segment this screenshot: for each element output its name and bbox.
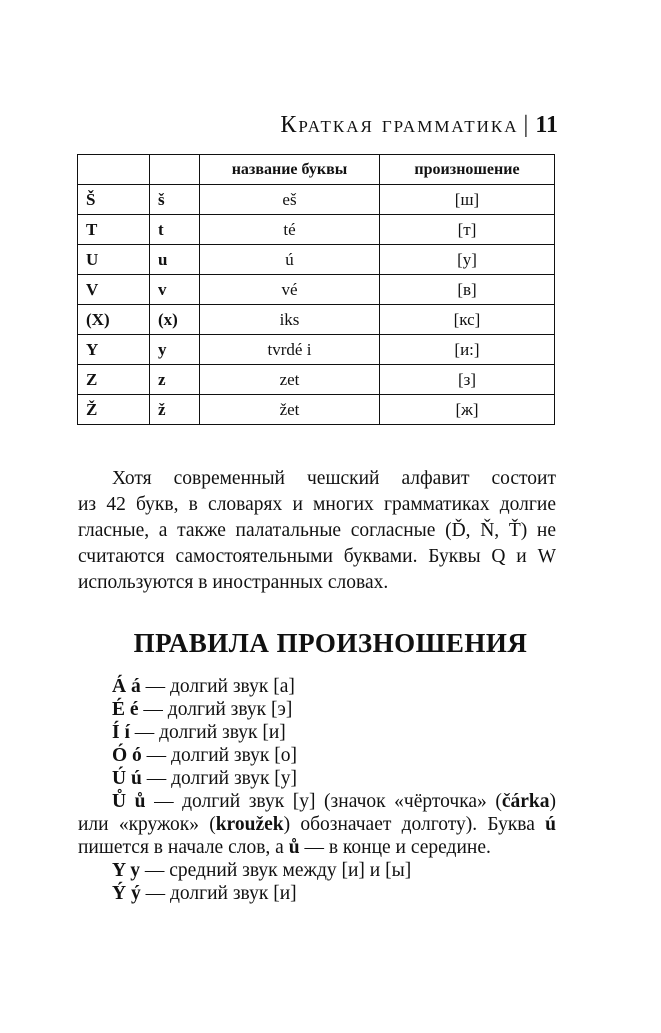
pronunciation: [т] (380, 215, 555, 245)
letter-name: zet (200, 365, 380, 395)
rule-item (78, 721, 556, 744)
rule-letter: Ó ó (112, 745, 142, 766)
rule-letter: Y y (112, 860, 140, 881)
lowercase-letter: t (150, 215, 200, 245)
table-row (78, 275, 555, 305)
uppercase-letter: Ž (78, 395, 150, 425)
table-header-row (78, 155, 555, 185)
header-cell-upper (78, 155, 150, 185)
table-row (78, 395, 555, 425)
pronunciation: [в] (380, 275, 555, 305)
uppercase-letter: V (78, 275, 150, 305)
rule-text: — долгий звук [у] (значок «чёрточка» ( (145, 791, 502, 812)
rule-letter: Á á (112, 676, 141, 697)
term-carka: čárka (501, 791, 550, 812)
pronunciation-rules (78, 675, 556, 905)
rule-text: — средний звук между [и] и [ы] (139, 860, 412, 881)
rule-letter: Ú ú (112, 768, 142, 789)
paragraph-line: Хотя современный чешский алфавит состоит (112, 468, 556, 489)
rule-text: — в конце и середине. (299, 837, 491, 858)
lowercase-letter: v (150, 275, 200, 305)
rule-item (78, 744, 556, 767)
rule-letter: Ý ý (112, 883, 141, 904)
rule-text: — долгий звук [у] (141, 768, 298, 789)
table-row (78, 365, 555, 395)
lowercase-letter: z (150, 365, 200, 395)
rule-text: — долгий звук [а] (140, 676, 295, 697)
letter-name: tvrdé i (200, 335, 380, 365)
alphabet-table (77, 154, 555, 425)
uppercase-letter: T (78, 215, 150, 245)
paragraph-line: используются в иностранных словах. (78, 572, 389, 593)
table-row (78, 245, 555, 275)
header-cell-name: название буквы (200, 155, 380, 185)
letter-name: ú (200, 245, 380, 275)
pronunciation: [з] (380, 365, 555, 395)
rule-letter: Ů ů (112, 791, 146, 812)
rule-text: — долгий звук [и] (140, 883, 297, 904)
uppercase-letter: U (78, 245, 150, 275)
rule-text: — долгий звук [о] (141, 745, 298, 766)
header-cell-lower (150, 155, 200, 185)
rule-item (78, 698, 556, 721)
lowercase-letter: u (150, 245, 200, 275)
rule-line (78, 790, 556, 813)
rule-line (78, 836, 556, 859)
lowercase-letter: (x) (150, 305, 200, 335)
alphabet-paragraph (78, 466, 556, 596)
pronunciation: [и:] (380, 335, 555, 365)
letter-name: té (200, 215, 380, 245)
rule-item (78, 675, 556, 698)
rule-line (78, 813, 556, 836)
letter-u-ring: ů (288, 837, 300, 858)
uppercase-letter: Y (78, 335, 150, 365)
rule-letter: É é (112, 699, 139, 720)
letter-name: eš (200, 185, 380, 215)
uppercase-letter: Z (78, 365, 150, 395)
paragraph-line: считаются самостоятельными буквами. Буквы Q и W (78, 546, 556, 567)
rule-letter: Í í (112, 722, 130, 743)
rule-item-u-ring (78, 790, 556, 859)
uppercase-letter: Š (78, 185, 150, 215)
rule-text: пишется в начале слов, а (78, 837, 289, 858)
term-krouzek: kroužek (215, 814, 284, 835)
table-row (78, 335, 555, 365)
pronunciation: [у] (380, 245, 555, 275)
header-title: Краткая грамматика (280, 112, 519, 138)
table-row (78, 305, 555, 335)
rule-text: или «кружок» ( (78, 814, 216, 835)
rule-item (78, 882, 556, 905)
letter-u-acute: ú (545, 814, 556, 835)
running-head (0, 112, 558, 139)
table-row (78, 215, 555, 245)
pronunciation: [ш] (380, 185, 555, 215)
rule-item (78, 767, 556, 790)
rule-text: — долгий звук [и] (129, 722, 286, 743)
page-number: 11 (535, 112, 558, 138)
table-row (78, 185, 555, 215)
letter-name: vé (200, 275, 380, 305)
lowercase-letter: š (150, 185, 200, 215)
pronunciation: [кс] (380, 305, 555, 335)
rule-text: ) (549, 791, 556, 812)
letter-name: žet (200, 395, 380, 425)
header-separator: | (523, 112, 531, 138)
lowercase-letter: ž (150, 395, 200, 425)
rule-item (78, 859, 556, 882)
rule-text: ) обозначает долготу). Буква (283, 814, 546, 835)
header-cell-pronunciation: произношение (380, 155, 555, 185)
section-title: ПРАВИЛА ПРОИЗНОШЕНИЯ (133, 628, 528, 658)
uppercase-letter: (X) (78, 305, 150, 335)
paragraph-line: гласные, а также палатальные согласные (Ď, Ň, Ť) не (78, 520, 556, 541)
pronunciation: [ж] (380, 395, 555, 425)
letter-name: iks (200, 305, 380, 335)
paragraph-line: из 42 букв, в словарях и многих грамматиках долгие (78, 494, 556, 515)
lowercase-letter: y (150, 335, 200, 365)
rule-text: — долгий звук [э] (138, 699, 293, 720)
